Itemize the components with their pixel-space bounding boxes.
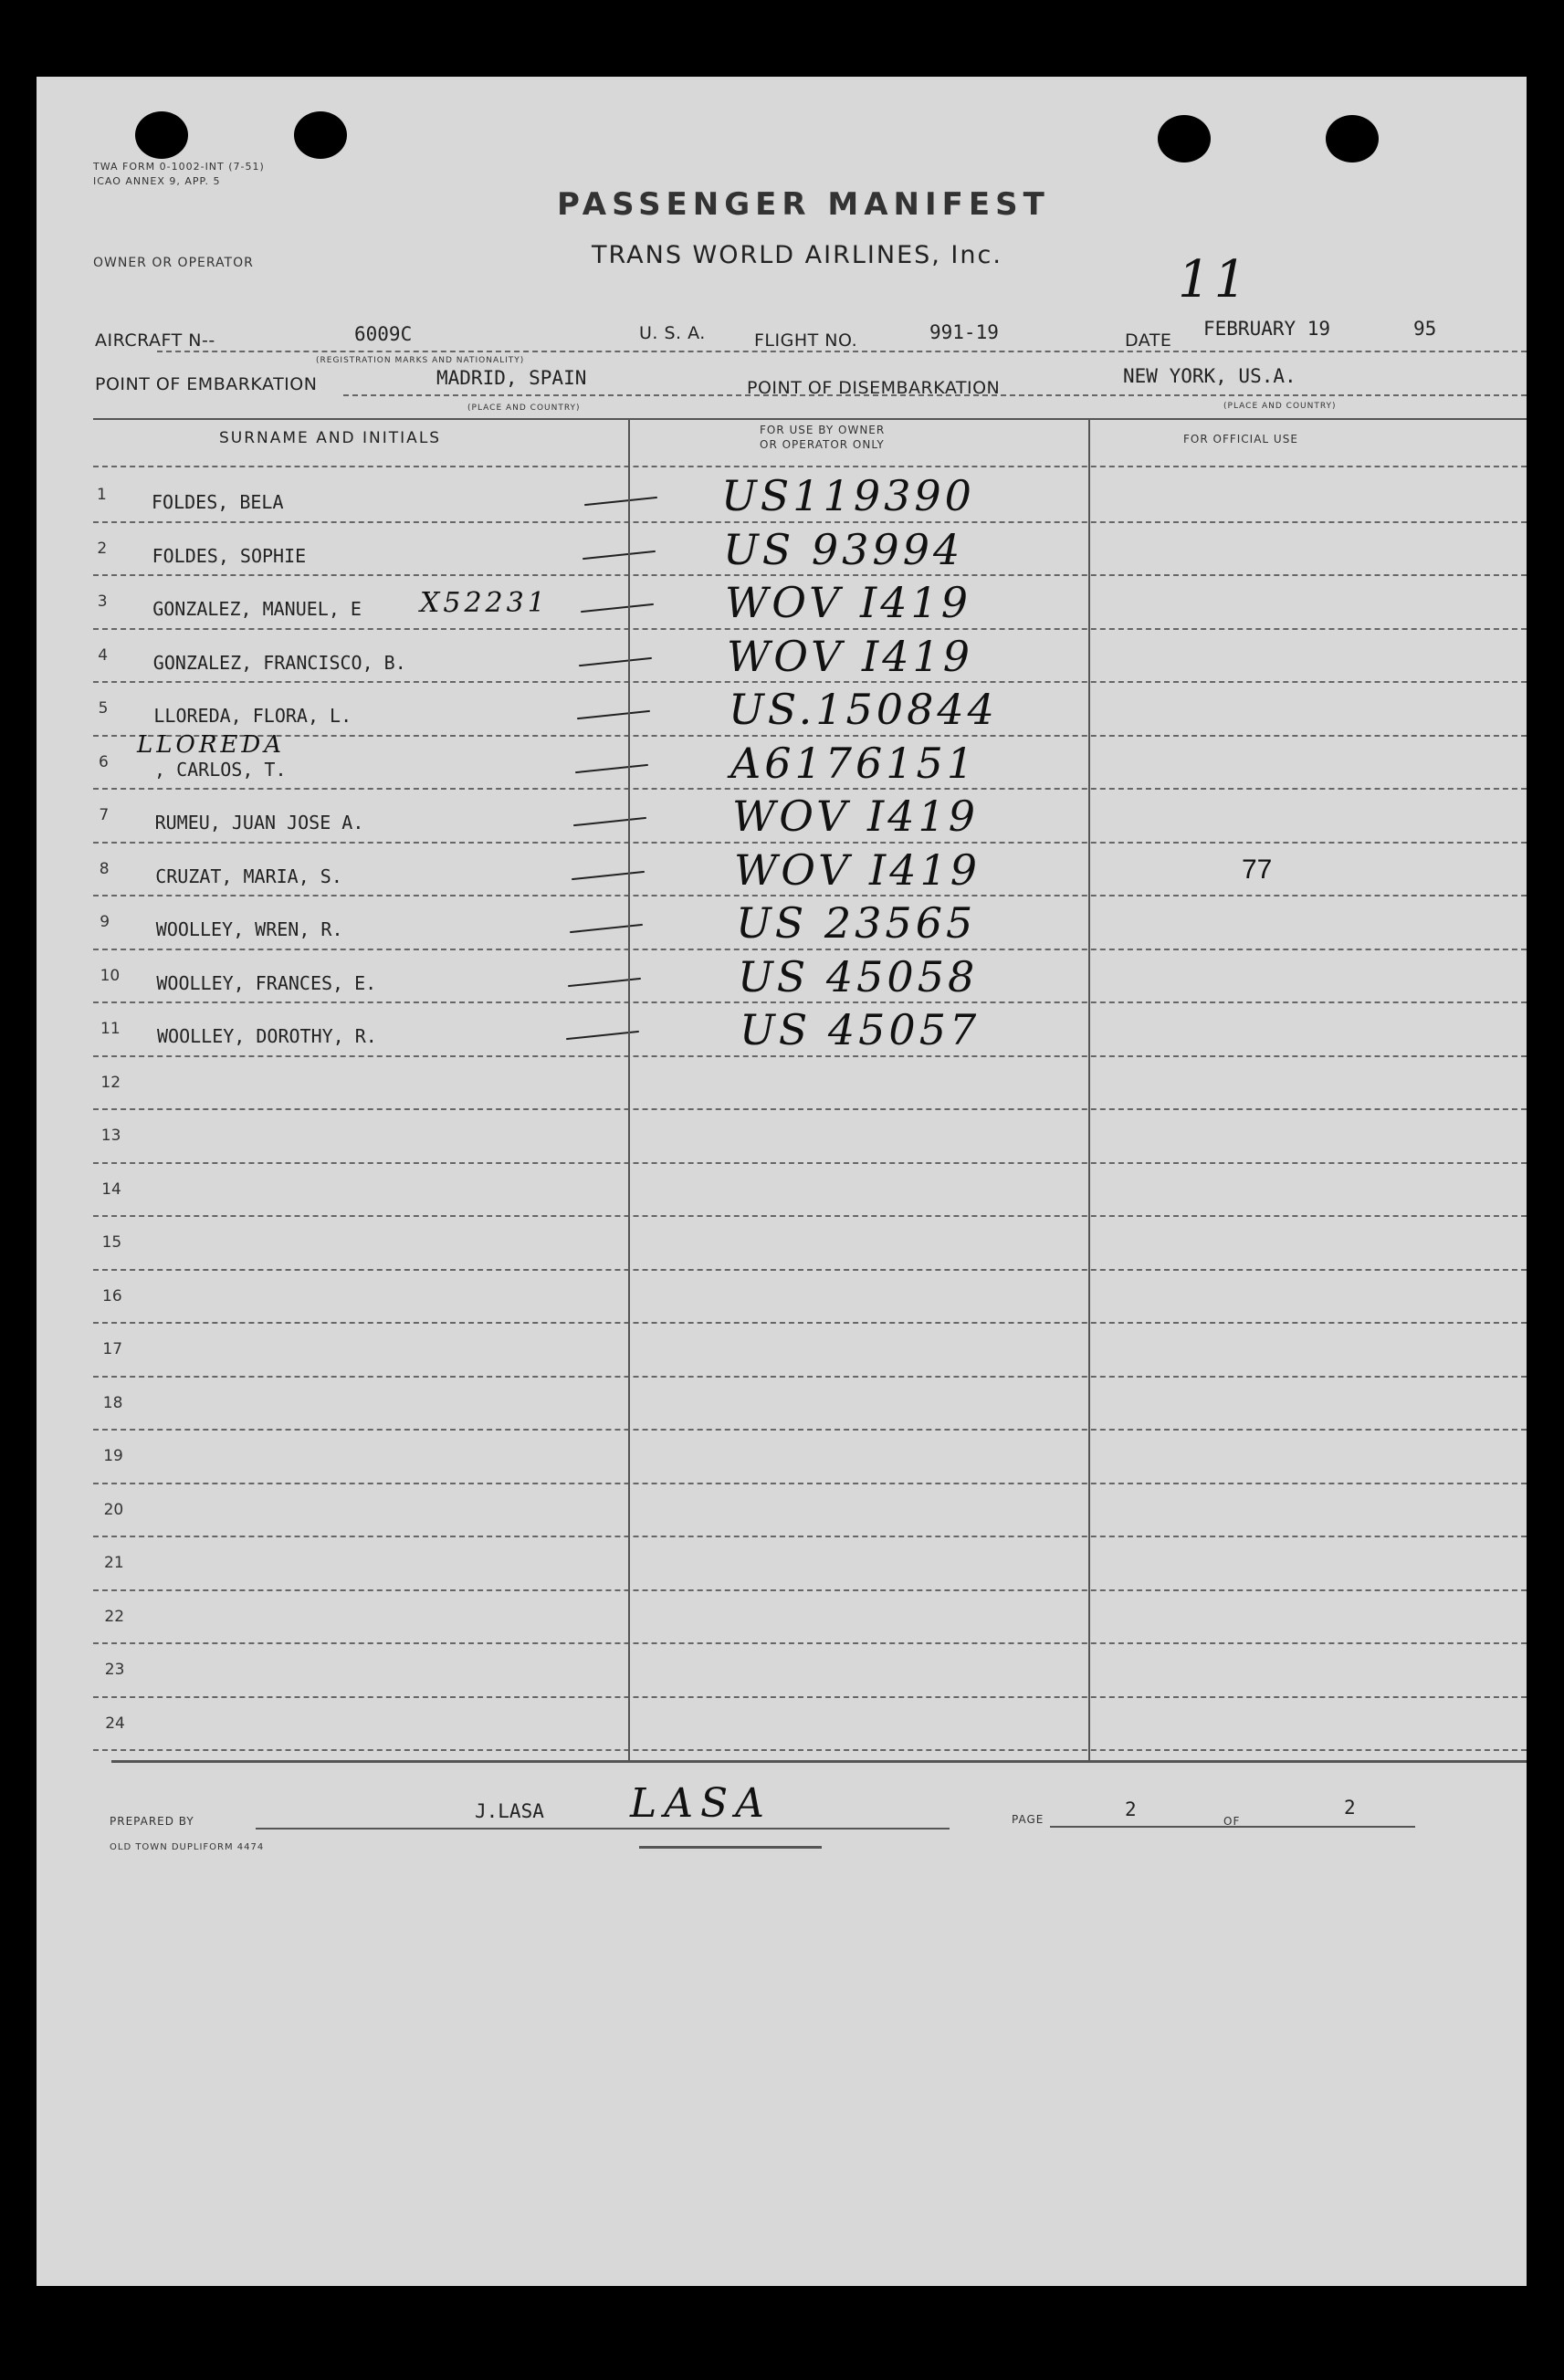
check-mark [575, 763, 648, 772]
registration-caption: (REGISTRATION MARKS AND NATIONALITY) [316, 356, 525, 365]
table-row [37, 1324, 1527, 1378]
country-mark: U. S. A. [639, 323, 706, 343]
check-mark [579, 656, 652, 666]
aircraft-value: 6009C [354, 323, 413, 345]
table-row [37, 630, 1527, 684]
table-row [37, 1591, 1527, 1645]
table-row [37, 1431, 1527, 1484]
handwritten-note: LLOREDA [137, 730, 286, 759]
page-label: PAGE [1012, 1813, 1044, 1826]
passenger-name: FOLDES, SOPHIE [152, 544, 307, 567]
of-label: OF [1223, 1815, 1241, 1828]
table-row [37, 1217, 1527, 1271]
table-row [37, 469, 1527, 523]
check-mark [572, 870, 645, 879]
table-bottom-rule [111, 1760, 1527, 1763]
row-number: 8 [99, 859, 110, 878]
manifest-title: PASSENGER MANIFEST [557, 186, 1050, 223]
document-code: A6176151 [730, 738, 978, 788]
row-number: 12 [100, 1073, 121, 1092]
document-code: US 45057 [740, 1005, 981, 1054]
table-row [37, 523, 1527, 577]
of-value: 2 [1344, 1797, 1356, 1819]
place-caption: (PLACE AND COUNTRY) [467, 404, 581, 413]
date-year-partial: 95 [1413, 318, 1437, 340]
document-code: US.150844 [729, 685, 998, 734]
document-code: WOV I419 [725, 578, 971, 627]
table-header-rule [93, 466, 1527, 467]
column-divider-2 [1088, 418, 1090, 1760]
row-number: 18 [102, 1393, 123, 1412]
official-use-value: 77 [1242, 854, 1273, 885]
passenger-name: GONZALEZ, FRANCISCO, B. [152, 651, 406, 674]
row-number: 6 [99, 752, 109, 771]
document-code: US 23565 [736, 898, 977, 948]
page-value: 2 [1125, 1798, 1137, 1820]
row-number: 23 [104, 1661, 125, 1679]
embarkation-line [343, 394, 1527, 396]
table-row [37, 1003, 1527, 1057]
disembarkation-label: POINT OF DISEMBARKATION [747, 378, 1001, 398]
flight-no-label: FLIGHT NO. [754, 330, 858, 351]
signature-underline [639, 1846, 822, 1849]
table-top-rule [93, 418, 1527, 420]
embarkation-value: MADRID, SPAIN [436, 367, 587, 389]
row-number: 11 [100, 1020, 121, 1038]
check-mark [581, 603, 654, 613]
table-row [37, 576, 1527, 630]
row-number: 17 [102, 1340, 123, 1358]
document-code: WOV I419 [727, 631, 973, 681]
row-number: 19 [103, 1447, 123, 1465]
table-row [37, 1644, 1527, 1698]
punch-hole [294, 111, 347, 159]
row-number: 13 [100, 1127, 121, 1145]
row-number: 21 [104, 1554, 124, 1572]
document-code: WOV I419 [734, 844, 981, 895]
check-mark [573, 817, 646, 826]
page-line [1050, 1826, 1415, 1828]
passenger-name: FOLDES, BELA [152, 491, 284, 513]
manifest-sheet [37, 77, 1527, 2286]
form-id-line2: ICAO ANNEX 9, APP. 5 [93, 175, 221, 187]
row-number: 4 [98, 645, 109, 665]
prepared-by-value: J.LASA [475, 1800, 544, 1822]
check-mark [583, 550, 656, 559]
embarkation-label: POINT OF EMBARKATION [95, 374, 318, 394]
row-number: 7 [99, 806, 110, 824]
column-owner-header-1: FOR USE BY OWNER [760, 424, 886, 436]
form-note: OLD TOWN DUPLIFORM 4474 [110, 1842, 265, 1852]
handwritten-mark: 11 [1178, 250, 1251, 309]
table-row [37, 1484, 1527, 1538]
row-number: 1 [97, 486, 107, 504]
passenger-name: CRUZAT, MARIA, S. [155, 865, 342, 887]
passenger-name: WOOLLEY, WREN, R. [155, 918, 343, 940]
column-official-header: FOR OFFICIAL USE [1183, 433, 1298, 446]
table-row [37, 683, 1527, 737]
prepared-by-line [256, 1828, 950, 1830]
row-number: 22 [104, 1607, 125, 1626]
row-number: 10 [100, 966, 121, 985]
row-number: 5 [98, 699, 109, 718]
form-id-line1: TWA FORM 0-1002-INT (7-51) [93, 161, 265, 173]
row-number: 24 [105, 1714, 125, 1733]
document-code: US119390 [721, 471, 975, 520]
column-owner-header-2: OR OPERATOR ONLY [760, 438, 885, 451]
table-row [37, 1164, 1527, 1218]
check-mark [577, 710, 650, 719]
place-caption-right: (PLACE AND COUNTRY) [1223, 402, 1337, 411]
prepared-by-label: PREPARED BY [110, 1815, 194, 1828]
row-number: 9 [100, 913, 110, 931]
table-row [37, 1110, 1527, 1164]
check-mark [584, 497, 657, 506]
owner-operator-label: OWNER OR OPERATOR [93, 256, 254, 270]
row-number: 2 [97, 539, 108, 558]
row-rule [93, 1749, 1527, 1751]
signature: LASA [630, 1780, 772, 1827]
passenger-name: LLOREDA, FLORA, L. [153, 705, 352, 727]
document-code: US 93994 [723, 524, 964, 574]
document-code: US 45058 [738, 951, 979, 1001]
table-row [37, 950, 1527, 1004]
check-mark [570, 924, 643, 933]
column-name-header: SURNAME AND INITIALS [219, 429, 442, 447]
table-row [37, 896, 1527, 950]
table-row [37, 1378, 1527, 1431]
passenger-name: RUMEU, JUAN JOSE A. [154, 812, 364, 834]
passenger-name: WOOLLEY, FRANCES, E. [156, 971, 377, 994]
table-row [37, 1698, 1527, 1752]
punch-hole [1158, 115, 1211, 163]
table-row [37, 730, 1527, 791]
punch-hole [1326, 115, 1379, 163]
passenger-name: WOOLLEY, DOROTHY, R. [157, 1025, 377, 1047]
aircraft-label: AIRCRAFT N-- [95, 330, 215, 351]
row-number: 3 [97, 592, 108, 611]
handwritten-note: X52231 [420, 587, 549, 619]
document-code: WOV I419 [732, 792, 979, 841]
operator-name: TRANS WORLD AIRLINES, Inc. [592, 241, 1002, 269]
date-value: FEBRUARY 19 [1203, 318, 1331, 340]
flight-no-value: 991-19 [929, 321, 999, 343]
disembarkation-value: NEW YORK, US.A. [1123, 365, 1296, 387]
passenger-name: , CARLOS, T. [154, 758, 287, 781]
row-number: 14 [101, 1180, 121, 1199]
table-row [37, 844, 1527, 897]
punch-hole [135, 111, 188, 159]
table-row [37, 1057, 1527, 1111]
flight-line [157, 351, 1527, 352]
table-row [37, 790, 1527, 844]
date-label: DATE [1125, 330, 1172, 351]
table-row [37, 1537, 1527, 1591]
row-number: 15 [101, 1233, 122, 1252]
row-number: 16 [102, 1286, 122, 1305]
table-row [37, 1271, 1527, 1325]
column-divider-1 [628, 418, 630, 1760]
row-number: 20 [103, 1500, 124, 1519]
passenger-name: GONZALEZ, MANUEL, E [152, 598, 362, 620]
